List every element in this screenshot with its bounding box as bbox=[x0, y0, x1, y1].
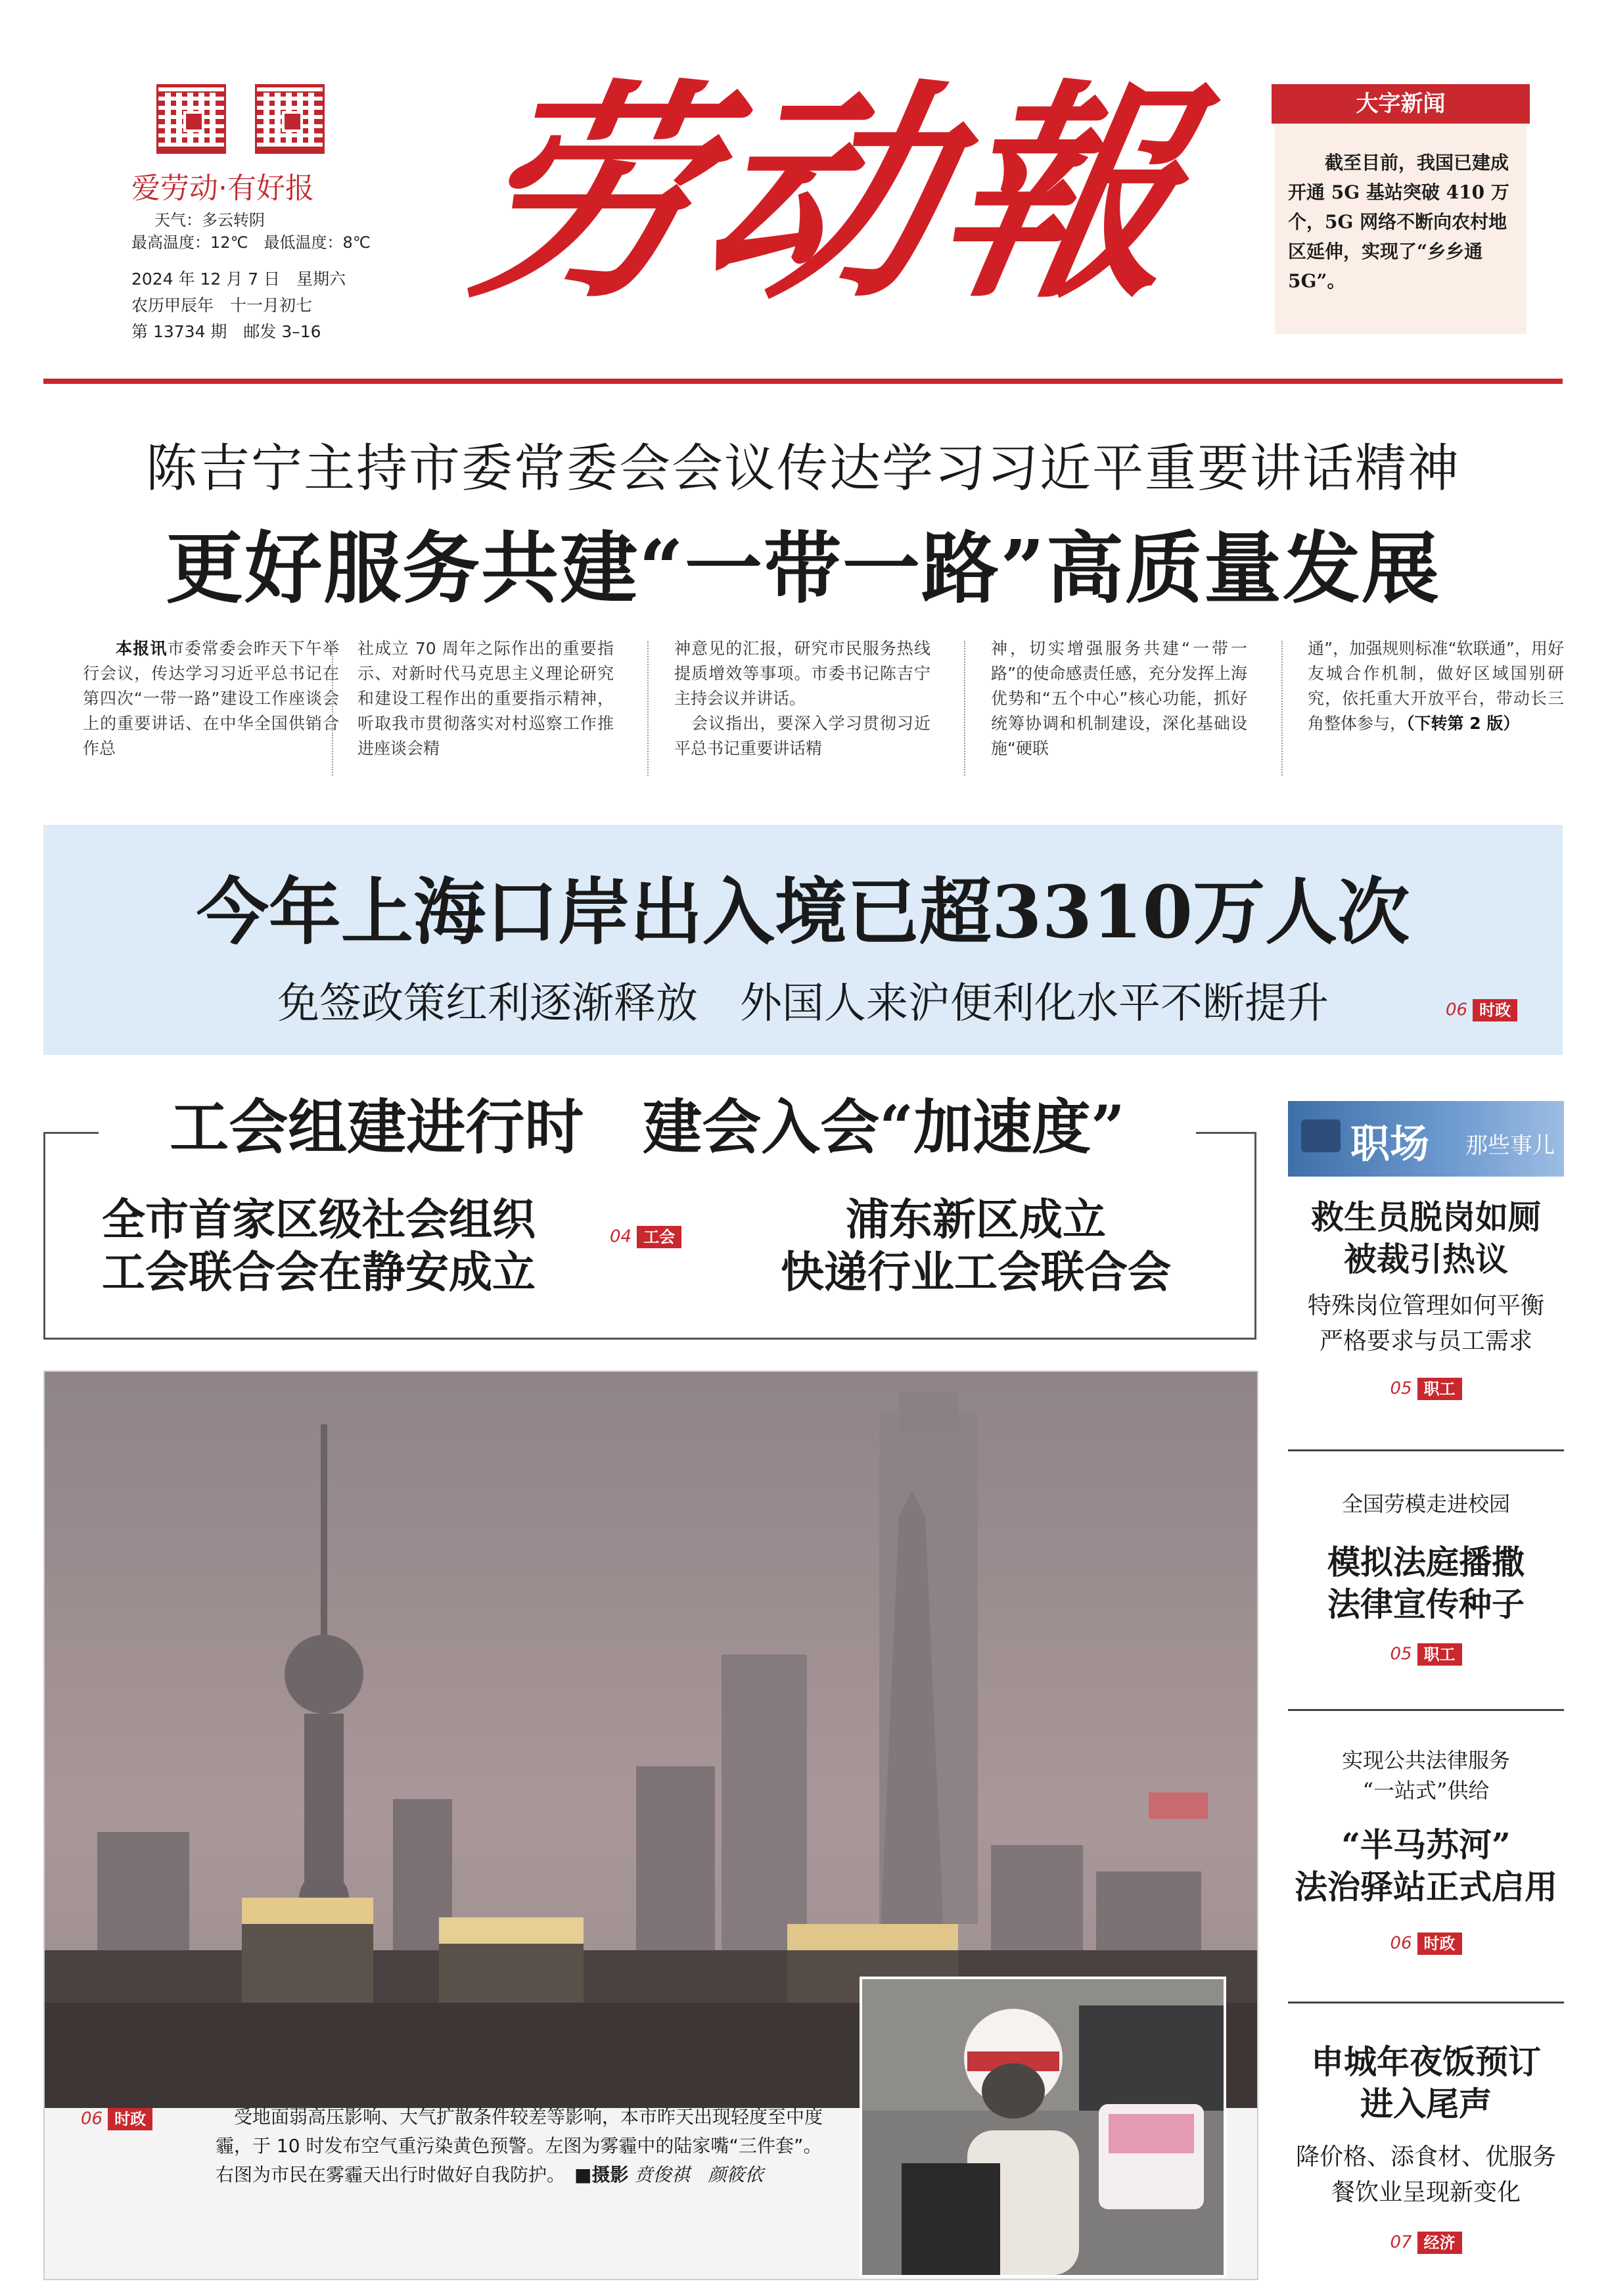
sidebar-story-4-page: 07 bbox=[1390, 2232, 1412, 2253]
sidebar-divider bbox=[1288, 1449, 1564, 1451]
briefcase-icon bbox=[1301, 1119, 1341, 1152]
union-left-story[interactable] bbox=[79, 1193, 559, 1298]
sidebar-story-3-headline[interactable] bbox=[1288, 1824, 1564, 1908]
sidebar-divider bbox=[1288, 1709, 1564, 1711]
caption-section-tag: 时政 bbox=[108, 2108, 152, 2130]
port-headline[interactable]: 今年上海口岸出入境已超3310万人次 bbox=[196, 870, 1410, 954]
sidebar-story-3-kicker-2: “一站式”供给 bbox=[1362, 1778, 1490, 1803]
qr-code-left[interactable] bbox=[156, 84, 226, 154]
union-right-line-2: 快递行业工会联合会 bbox=[781, 1246, 1171, 1298]
workplace-banner[interactable] bbox=[1288, 1101, 1564, 1177]
sidebar-story-4-headline[interactable] bbox=[1288, 2041, 1564, 2125]
big-news-label: 大字新闻 bbox=[1272, 84, 1530, 124]
port-section-tag: 时政 bbox=[1473, 999, 1517, 1021]
photo-section bbox=[43, 1371, 1258, 2280]
weather: 天气：多云转阴 bbox=[154, 211, 265, 229]
sidebar-story-1-subhead bbox=[1288, 1288, 1564, 1359]
inset-photo-rider[interactable] bbox=[860, 1977, 1226, 2278]
credit-label: ■摄影 bbox=[574, 2164, 629, 2186]
column-divider bbox=[964, 641, 965, 776]
port-page-ref[interactable] bbox=[1446, 999, 1517, 1021]
lead-kicker[interactable]: 陈吉宁主持市委常委会会议传达学习习近平重要讲话精神 bbox=[145, 439, 1460, 498]
column-divider bbox=[332, 641, 333, 776]
sidebar-story-4-subhead bbox=[1288, 2140, 1564, 2211]
credit-names: 贲俊祺 颜筱依 bbox=[634, 2164, 764, 2186]
sidebar-story-4-sub-2: 餐饮业呈现新变化 bbox=[1331, 2179, 1521, 2206]
sidebar-story-1-line-2: 被裁引热议 bbox=[1344, 1240, 1508, 1278]
union-page-number: 04 bbox=[610, 1227, 632, 1247]
banner-subtitle: 那些事儿 bbox=[1465, 1133, 1555, 1159]
column-divider bbox=[1281, 641, 1283, 776]
lunar-date: 农历甲辰年 十一月初七 bbox=[131, 296, 313, 315]
date: 2024 年 12 月 7 日 星期六 bbox=[131, 269, 346, 289]
big-news-text[interactable]: 截至目前，我国已建成开通 5G 基站突破 410 万个，5G 网络不断向农村地区延伸，实现了“乡乡通 5G”。 bbox=[1288, 152, 1509, 292]
photo-caption bbox=[216, 2103, 833, 2190]
caption-text: 受地面弱高压影响、大气扩散条件较差等影响，本市昨天出现轻度至中度霾，于 10 时发布空气重污染黄色预警。左图为雾霾中的陆家嘴“三件套”。右图为市民在雾霾天出行时做好自我防护。 bbox=[216, 2106, 823, 2186]
lead-headline[interactable]: 更好服务共建“一带一路”高质量发展 bbox=[166, 523, 1440, 614]
lead-jump[interactable]: （下转第 2 版） bbox=[1406, 714, 1520, 733]
union-section-tag: 工会 bbox=[637, 1226, 681, 1248]
sidebar-story-1-page-ref[interactable] bbox=[1288, 1378, 1564, 1400]
sidebar-story-2-section: 职工 bbox=[1417, 1643, 1462, 1666]
union-right-line-1: 浦东新区成立 bbox=[846, 1194, 1106, 1245]
sidebar-story-2-page-ref[interactable] bbox=[1288, 1643, 1564, 1666]
caption-page-number: 06 bbox=[81, 2109, 103, 2129]
sidebar-story-1-section: 职工 bbox=[1417, 1378, 1462, 1400]
sidebar-story-3-page-ref[interactable] bbox=[1288, 1933, 1564, 1955]
masthead-rule bbox=[43, 379, 1563, 384]
lead-column-1 bbox=[83, 636, 339, 761]
sidebar-story-3-page: 06 bbox=[1390, 1933, 1412, 1954]
sidebar-story-4-line-2: 进入尾声 bbox=[1360, 2084, 1492, 2123]
caption-page-ref[interactable] bbox=[81, 2108, 152, 2130]
banner-title: 职场 bbox=[1350, 1121, 1429, 1167]
lead-column-4: 神，切实增强服务共建“一带一路”的使命感责任感，充分发挥上海优势和“五个中心”核心功能，抓好统筹协调和机制建设，深化基础设施“硬联 bbox=[991, 639, 1247, 758]
lead-column-2: 社成立 70 周年之际作出的重要指示、对新时代马克思主义理论研究和建设工程作出的重要指示精神，听取我市贯彻落实对村巡察工作推进座谈会精 bbox=[357, 639, 614, 758]
qr-code-right[interactable] bbox=[255, 84, 325, 154]
column-divider bbox=[647, 641, 649, 776]
union-left-line-1: 全市首家区级社会组织 bbox=[102, 1194, 536, 1245]
union-left-line-2: 工会联合会在静安成立 bbox=[102, 1246, 536, 1298]
sidebar-story-1-line-1: 救生员脱岗如厕 bbox=[1311, 1198, 1541, 1236]
lead-column-5-text: 通”，加强规则标准“软联通”，用好友城合作机制，做好区域国别研究，依托重大开放平台，带动长三角整体参与， bbox=[1308, 639, 1564, 733]
sidebar-story-4-page-ref[interactable] bbox=[1288, 2232, 1564, 2254]
masthead-logo: 劳动報 bbox=[449, 59, 1207, 329]
sidebar-story-4-line-1: 申城年夜饭预订 bbox=[1311, 2042, 1541, 2081]
union-headline[interactable]: 工会组建进行时 建会入会“加速度” bbox=[99, 1091, 1196, 1163]
port-subhead: 免签政策红利逐渐释放 外国人来沪便利化水平不断提升 bbox=[277, 979, 1329, 1028]
sidebar-story-3-line-2: 法治驿站正式启用 bbox=[1295, 1867, 1557, 1906]
port-page-number: 06 bbox=[1446, 1000, 1468, 1020]
issue-number: 第 13734 期 邮发 3–16 bbox=[131, 322, 321, 341]
sidebar-story-2-line-1: 模拟法庭播撒 bbox=[1327, 1543, 1525, 1581]
sidebar-divider bbox=[1288, 2002, 1564, 2003]
union-right-story[interactable] bbox=[749, 1193, 1203, 1298]
sidebar-story-4-sub-1: 降价格、添食材、优服务 bbox=[1295, 2144, 1556, 2170]
lead-column-3: 神意见的汇报，研究市民服务热线提质增效等事项。市委书记陈吉宁主持会议并讲话。 会议指出，要深入学习贯彻习近平总书记重要讲话精 bbox=[674, 639, 930, 758]
lead-column-1-text: 市委常委会昨天下午举行会议，传达学习习近平总书记在第四次“一带一路”建设工作座谈会上的重要讲话、在中华全国供销合作总 bbox=[83, 639, 339, 758]
sidebar-story-3-kicker bbox=[1288, 1745, 1564, 1806]
temperature: 最高温度：12℃ 最低温度：8℃ bbox=[131, 233, 371, 252]
sidebar-story-3-line-1: “半马苏河” bbox=[1341, 1825, 1511, 1864]
lead-column-5 bbox=[1308, 636, 1564, 736]
sidebar-story-4-section: 经济 bbox=[1417, 2232, 1462, 2254]
sidebar-story-1-headline[interactable] bbox=[1288, 1196, 1564, 1280]
sidebar-story-1-sub-2: 严格要求与员工需求 bbox=[1319, 1328, 1532, 1355]
slogan: 爱劳动·有好报 bbox=[131, 172, 314, 205]
sidebar-story-3-section: 时政 bbox=[1417, 1933, 1462, 1955]
sidebar-story-2-headline[interactable] bbox=[1288, 1541, 1564, 1626]
sidebar-story-3-kicker-1: 实现公共法律服务 bbox=[1341, 1748, 1510, 1773]
union-page-ref[interactable] bbox=[610, 1226, 681, 1248]
sidebar-story-1-page: 05 bbox=[1390, 1378, 1412, 1399]
sidebar-story-2-line-2: 法律宣传种子 bbox=[1327, 1585, 1525, 1624]
sidebar-story-2-page: 05 bbox=[1390, 1644, 1412, 1664]
sidebar-story-1-sub-1: 特殊岗位管理如何平衡 bbox=[1307, 1292, 1544, 1319]
lead-byline: 本报讯 bbox=[116, 639, 168, 658]
sidebar-story-2-kicker: 全国劳模走进校园 bbox=[1341, 1491, 1510, 1516]
